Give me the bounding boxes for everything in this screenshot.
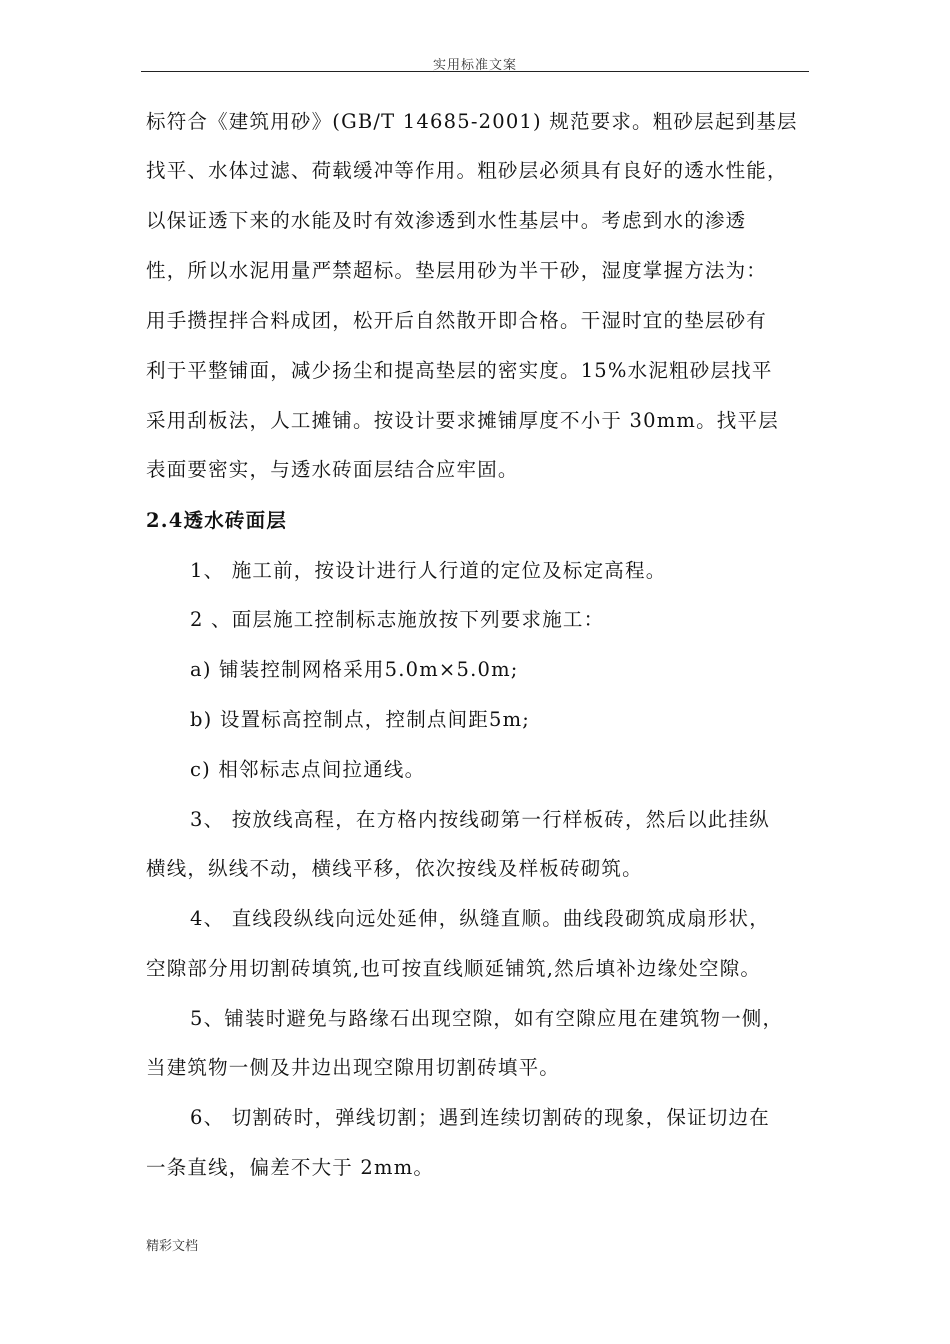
paragraph-line: 以保证透下来的水能及时有效渗透到水性基层中。考虑到水的渗透	[146, 209, 747, 232]
list-item: 1、 施工前，按设计进行人行道的定位及标定高程。	[190, 559, 667, 582]
list-item: 3、 按放线高程，在方格内按线砌第一行样板砖，然后以此挂纵	[190, 808, 770, 831]
list-item: 2 、面层施工控制标志施放按下列要求施工：	[190, 608, 605, 631]
list-item: 横线，纵线不动，横线平移，依次按线及样板砖砌筑。	[146, 857, 643, 880]
list-item: 5、铺装时避免与路缘石出现空隙，如有空隙应甩在建筑物一侧，	[190, 1007, 784, 1030]
paragraph-line: 找平、水体过滤、荷载缓冲等作用。粗砂层必须具有良好的透水性能，	[146, 159, 788, 182]
list-item: c) 相邻标志点间拉通线。	[190, 758, 426, 781]
paragraph-line: 性，所以水泥用量严禁超标。垫层用砂为半干砂，湿度掌握方法为：	[146, 259, 768, 282]
paragraph-line: 用手攒捏拌合料成团，松开后自然散开即合格。干湿时宜的垫层砂有	[146, 309, 768, 332]
list-item: 一条直线，偏差不大于 2mm。	[146, 1156, 435, 1179]
page-footer: 精彩文档	[146, 1239, 199, 1254]
list-item: 空隙部分用切割砖填筑,也可按直线顺延铺筑,然后填补边缘处空隙。	[146, 957, 762, 980]
paragraph-line: 利于平整铺面，减少扬尘和提高垫层的密实度。15%水泥粗砂层找平	[146, 359, 773, 382]
list-item: 6、 切割砖时，弹线切割；遇到连续切割砖的现象，保证切边在	[190, 1106, 770, 1129]
list-item: b) 设置标高控制点，控制点间距5m;	[190, 708, 531, 731]
header-title: 实用标准文案	[432, 58, 517, 73]
list-item: 当建筑物一侧及井边出现空隙用切割砖填平。	[146, 1056, 561, 1079]
list-item: a) 铺装控制网格采用5.0m×5.0m;	[190, 658, 519, 681]
paragraph-line: 采用刮板法，人工摊铺。按设计要求摊铺厚度不小于 30mm。找平层	[146, 409, 779, 432]
list-item: 4、 直线段纵线向远处延伸，纵缝直顺。曲线段砌筑成扇形状，	[190, 907, 770, 930]
paragraph-line: 表面要密实，与透水砖面层结合应牢固。	[146, 458, 519, 481]
header-divider	[141, 71, 809, 72]
section-heading: 2.4透水砖面层	[146, 509, 288, 532]
paragraph-line: 标符合《建筑用砂》(GB/T 14685-2001) 规范要求。粗砂层起到基层	[146, 110, 798, 133]
